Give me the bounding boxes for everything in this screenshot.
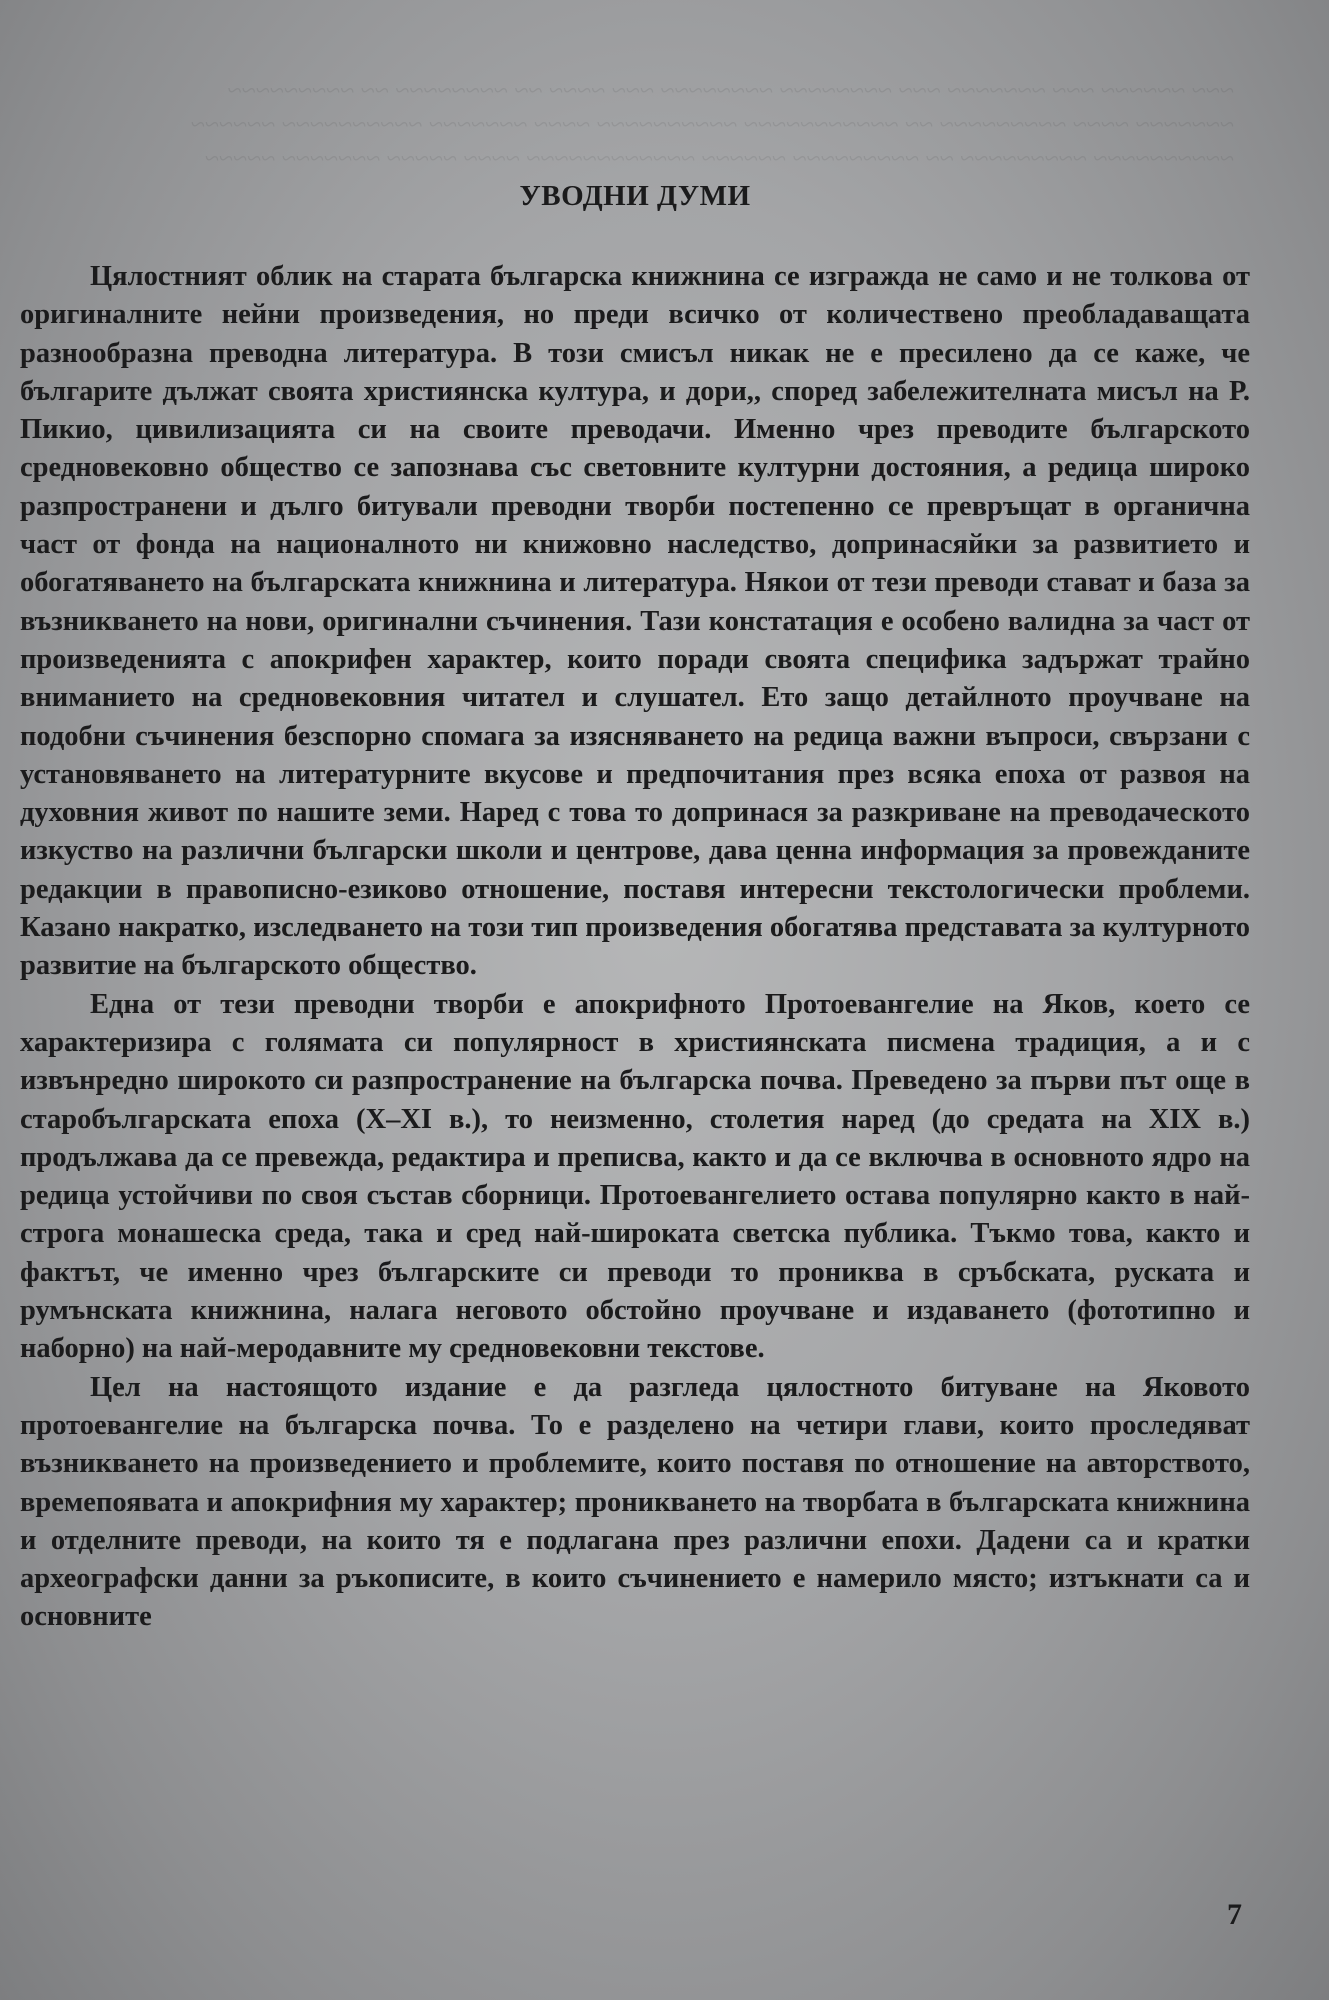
paragraph-3: Цел на настоящото издание е да разгледа цялостното битуване на Яковото протоевангелие на българска почва. То е разделено на четири глави, които проследяват възникването на произведението и проблемите, които поставя по отношение на авторството, времепоявата и апокрифния му характер; проникването на творбата в българската книжнина и отделните преводи, на които тя е подлагана през различни епохи. Дадени са и кратки археографски данни за ръкописите, в които съчинението е намерило място; изтъкнати са и основните (20, 1371, 1250, 1633)
show-through-text: ~~~ ~~~~~~ ~~~ ~~~~~~~ ~~~ ~~~~~~~~ ~~~~~~~~ ~~~ ~~~~ ~~ ~~~~~~~~ ~~ ~~~~~~~~~ ~~~~~~~ ~~~~ ~~~~~~~~~ ~~ ~~~~~~~~~~~ ~~~~~~~~~~ ~~~~ ~~~~~~~ ~~~~~~~~~~ ~~~~~~ ~~~~~~~~~~ ~~~~~~~~~ ~~ ~~~~~~~~~ ~~~~~~ ~~~~~~~~~~~~ ~~~~ ~~~~~ ~~~~~~~ ~~~~~ (190, 76, 1234, 173)
chapter-title: УВОДНИ ДУМИ (519, 180, 751, 212)
main-text (20, 258, 1250, 1637)
paragraph-2: Една от тези преводни творби е апокрифното Протоевангелие на Яков, което се характеризира с голямата си популярност в християнската писмена традиция, а и с извънредно широкото си разпространение на българска почва. Преведено за първи път още в старобългарската епоха (X–XI в.), то неизменно, столетия наред (до средата на XIX в.) продължава да се превежда, редактира и преписва, както и да се включва в основното ядро на редица устойчиви по своя състав сборници. Протоевангелието остава популярно както в най-строга монашеска среда, така и сред най-широката светска публика. Тъкмо това, както и фактът, че именно чрез българските си преводи то прониква в сръбската, руската и румънската книжнина, налага неговото обстойно проучване и издаването (фототипно и наборно) на най-меродавните му средновековни текстове. (20, 988, 1250, 1365)
page-number: 7 (1227, 1898, 1242, 1931)
paragraph-1: Цялостният облик на старата българска книжнина се изгражда не само и не толкова от оригиналните нейни произведения, но преди всичко от количествено преобладаващата разнообразна преводна литература. В този смисъл никак не е пресилено да се каже, че българите дължат своята християнска култура, и дори,, според забележителната мисъл на Р. Пикио, цивилизацията си на своите преводачи. Именно чрез преводите българското средновековно общество се запознава със световните културни достояния, а редица широко разпространени и дълго битували преводни творби постепенно се превръщат в органична част от фонда на националното ни книжовно наследство, допринасяйки за развитието и обогатяването на българската книжнина и литература. Някои от тези преводи стават и база за възникването на нови, оригинални съчинения. Тази констатация е особено валидна за част от произведенията с апокрифен характер, които поради своята специфика задържат трайно вниманието на средновековния читател и слушател. Ето защо детайлното проучване на подобни съчинения безспорно спомага за изясняването на редица важни въпроси, свързани с установяването на литературните вкусове и предпочитания през всяка епоха от развоя на духовния живот по нашите земи. Наред с това то допринася за разкриване на преводаческото изкуство на различни български школи и центрове, дава ценна информация за провежданите редакции в правописно-езиково отношение, поставя интересни текстологически проблеми. Казано накратко, изследването на този тип произведения обогатява представата за културното развитие на българското общество. (20, 261, 1250, 982)
